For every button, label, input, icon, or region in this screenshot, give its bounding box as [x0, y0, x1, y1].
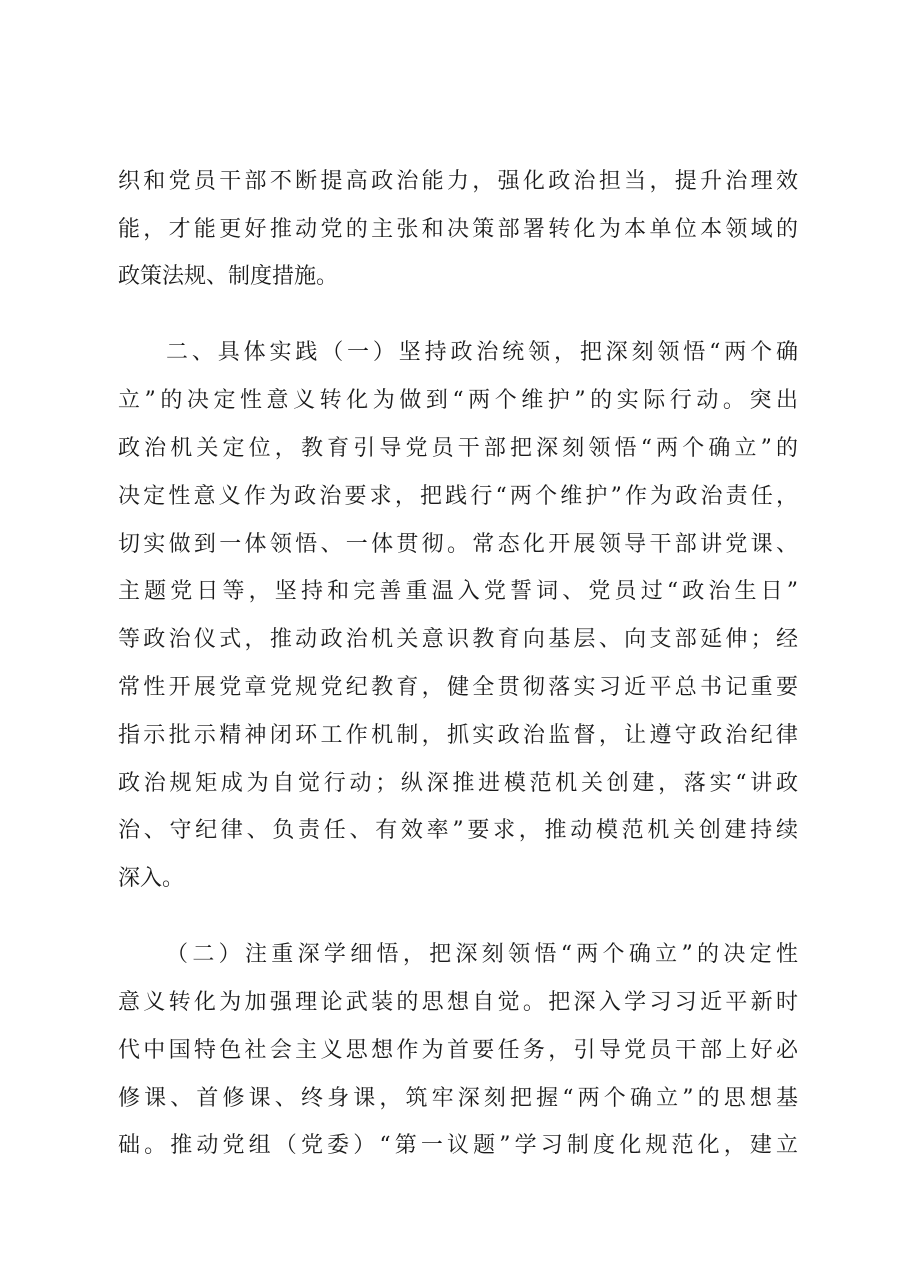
text-line: 织和党员干部不断提高政治能力，强化政治担当，提升治理效: [118, 169, 798, 194]
text-line: 修课、首修课、终身课，筑牢深刻把握“两个确立”的思想基: [118, 1086, 798, 1111]
text-line: 治、守纪律、负责任、有效率”要求，推动模范机关创建持续: [118, 818, 798, 843]
text-line: 能，才能更好推动党的主张和决策部署转化为本单位本领域的: [118, 217, 798, 242]
text-line: 等政治仪式，推动政治机关意识教育向基层、向支部延伸；经: [118, 627, 798, 652]
text-line: 立”的决定性意义转化为做到“两个维护”的实际行动。突出: [118, 388, 798, 413]
text-line: 决定性意义作为政治要求，把践行“两个维护”作为政治责任，: [118, 484, 798, 509]
text-line: 深入。: [118, 866, 185, 891]
text-line: 政治规矩成为自觉行动；纵深推进模范机关创建，落实“讲政: [118, 771, 798, 796]
text-line: 政治机关定位，教育引导党员干部把深刻领悟“两个确立”的: [118, 436, 798, 461]
text-line: 切实做到一体领悟、一体贯彻。常态化开展领导干部讲党课、: [118, 532, 798, 557]
text-line: 意义转化为加强理论武装的思想自觉。把深入学习习近平新时: [118, 990, 798, 1015]
text-line: 政策法规、制度措施。: [118, 264, 339, 289]
text-line: 常性开展党章党规党纪教育，健全贯彻落实习近平总书记重要: [118, 675, 798, 700]
text-line: 代中国特色社会主义思想作为首要任务，引导党员干部上好必: [118, 1038, 798, 1063]
text-line: 指示批示精神闭环工作机制，抓实政治监督，让遵守政治纪律: [118, 723, 798, 748]
text-line: 主题党日等，坚持和完善重温入党誓词、党员过“政治生日”: [118, 579, 798, 604]
text-line: 二、具体实践（一）坚持政治统领，把深刻领悟“两个确: [166, 340, 798, 365]
text-line: 础。推动党组（党委）“第一议题”学习制度化规范化，建立: [118, 1133, 798, 1158]
text-line: （二）注重深学细悟，把深刻领悟“两个确立”的决定性: [166, 942, 798, 967]
